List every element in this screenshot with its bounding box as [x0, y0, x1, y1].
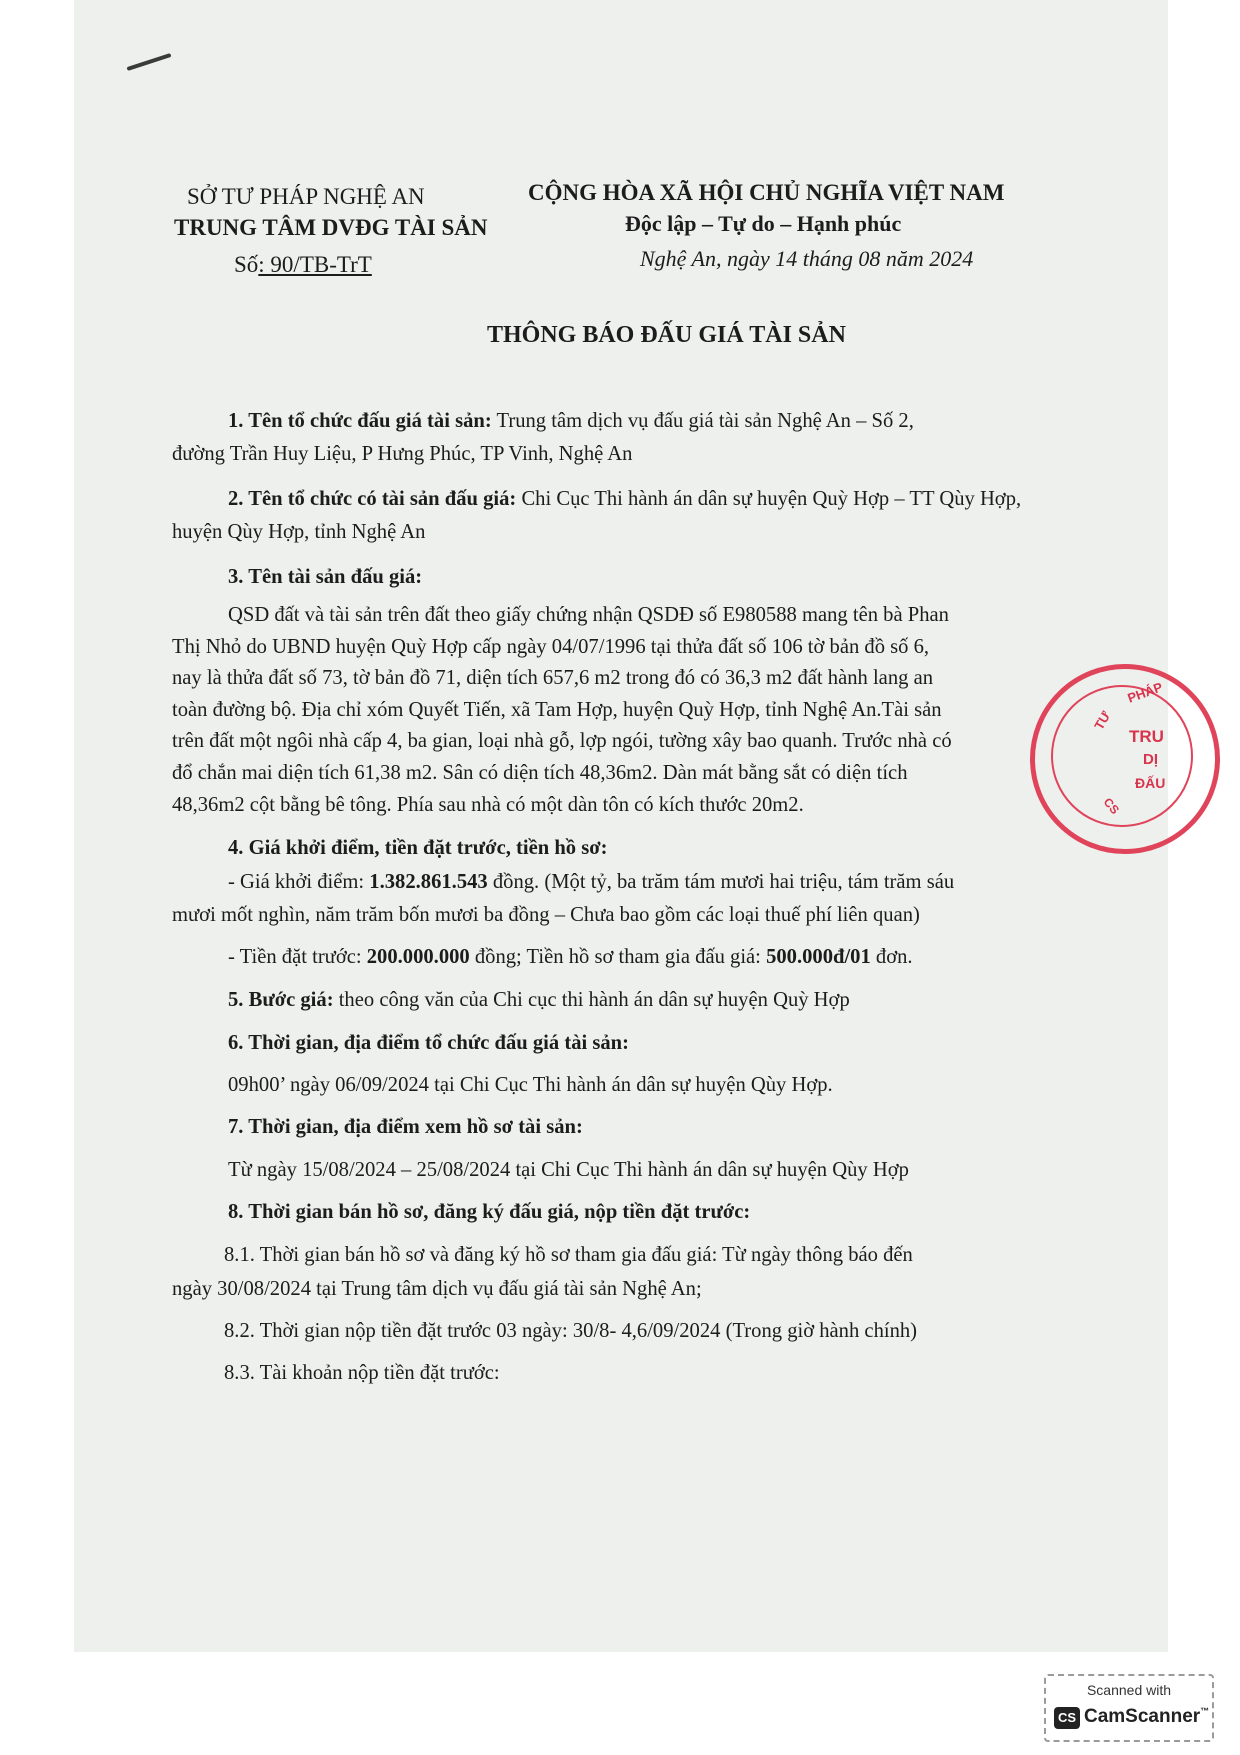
section-3-label: 3. Tên tài sản đấu giá: [228, 566, 423, 588]
section-2-line-2: huyện Qùy Hợp, tỉnh Nghệ An [172, 521, 426, 543]
section-8-2: 8.2. Thời gian nộp tiền đặt trước 03 ngày: 30/8- 4,6/09/2024 (Trong giờ hành chính) [224, 1320, 918, 1342]
deposit-line: - Tiền đặt trước: 200.000.000 đồng; Tiền hồ sơ tham gia đấu giá: 500.000đ/01 đơn. [228, 946, 913, 968]
section-8-1-line-1: 8.1. Thời gian bán hồ sơ và đăng ký hồ sơ tham gia đấu giá: Từ ngày thông báo đến [224, 1244, 913, 1266]
deposit-value: 200.000.000 [366, 946, 470, 968]
section-7-text: Từ ngày 15/08/2024 – 25/08/2024 tại Chi Cục Thi hành án dân sự huyện Qùy Hợp [228, 1159, 909, 1181]
stamp-text-line-3: ĐẤU [1135, 775, 1166, 791]
stamp-text-line-1: TRU [1129, 727, 1164, 746]
starting-price-line: - Giá khởi điểm: 1.382.861.543 đồng. (Một tỷ, ba trăm tám mươi hai triệu, tám trăm sáu [228, 871, 955, 893]
stamp-text-top: PHÁP [1125, 679, 1165, 706]
stamp-inner-ring [1051, 685, 1193, 827]
camscanner-logo-icon: CS [1054, 1707, 1080, 1729]
section-1-line-1 [228, 411, 914, 432]
section-2-label: 2. Tên tổ chức có tài sản đấu giá: [228, 488, 517, 510]
document-title: THÔNG BÁO ĐẤU GIÁ TÀI SẢN [487, 322, 846, 348]
national-title: CỘNG HÒA XÃ HỘI CHỦ NGHĨA VIỆT NAM [528, 180, 1005, 205]
stamp-text-left: TƯ [1091, 708, 1114, 733]
section-1-label: 1. Tên tổ chức đấu giá tài sản: [228, 410, 492, 432]
section-5-line: 5. Bước giá: theo công văn của Chi cục thi hành án dân sự huyện Quỳ Hợp [228, 989, 850, 1011]
fee-value: 500.000đ/01 [766, 946, 871, 968]
section-2-line-1 [228, 489, 1021, 510]
starting-price-words: mươi mốt nghìn, năm trăm bốn mươi ba đồng – Chưa bao gồm các loại thuế phí liên quan) [172, 904, 920, 926]
document-page [74, 0, 1168, 1652]
document-date: Nghệ An, ngày 14 tháng 08 năm 2024 [640, 246, 974, 271]
section-3-line: Thị Nhỏ do UBND huyện Quỳ Hợp cấp ngày 04/07/1996 tại thửa đất số 106 tờ bản đồ số 6, [172, 636, 930, 658]
national-motto: Độc lập – Tự do – Hạnh phúc [625, 211, 902, 236]
section-8-1-line-2: ngày 30/08/2024 tại Trung tâm dịch vụ đấu giá tài sản Nghệ An; [172, 1278, 702, 1300]
section-8-3: 8.3. Tài khoản nộp tiền đặt trước: [224, 1362, 500, 1384]
pen-mark [127, 53, 172, 71]
section-6-text: 09h00’ ngày 06/09/2024 tại Chi Cục Thi hành án dân sự huyện Qùy Hợp. [228, 1074, 833, 1096]
scanned-with-label: Scanned with [1086, 1682, 1172, 1698]
official-stamp [1030, 664, 1220, 854]
camscanner-badge [1044, 1674, 1214, 1742]
section-2-text: Chi Cục Thi hành án dân sự huyện Quỳ Hợp – TT Qùy Hợp, [516, 488, 1022, 510]
camscanner-name: CamScanner™ [1084, 1706, 1210, 1727]
section-3-line: nay là thửa đất số 73, tờ bản đồ 71, diện tích 657,6 m2 trong đó có 36,3 m2 đất hành lang an [172, 667, 934, 689]
section-3-line: trên đất một ngôi nhà cấp 4, ba gian, loại nhà gỗ, lợp ngói, tường xây bao quanh. Trước nhà có [172, 730, 952, 752]
section-3-line: 48,36m2 cột bằng bê tông. Phía sau nhà có một dàn tôn có kích thước 20m2. [172, 794, 804, 816]
document-number [234, 252, 372, 278]
starting-price-value: 1.382.861.543 [369, 871, 488, 893]
section-3-line: toàn đường bộ. Địa chỉ xóm Quyết Tiến, xã Tam Hợp, huyện Quỳ Hợp, tỉnh Nghệ An.Tài sản [172, 699, 942, 721]
section-1-text: Trung tâm dịch vụ đấu giá tài sản Nghệ An – Số 2, [491, 410, 914, 432]
section-8-label: 8. Thời gian bán hồ sơ, đăng ký đấu giá, nộp tiền đặt trước: [228, 1201, 751, 1223]
stamp-text-bottom: CS [1100, 795, 1123, 817]
section-7-label: 7. Thời gian, địa điểm xem hồ sơ tài sản: [228, 1116, 583, 1138]
section-5-label: 5. Bước giá: [228, 989, 334, 1011]
document-number-value: : 90/TB-TrT [258, 252, 372, 277]
center-name: TRUNG TÂM DVĐG TÀI SẢN [174, 215, 488, 240]
section-3-line: QSD đất và tài sản trên đất theo giấy chứng nhận QSDĐ số E980588 mang tên bà Phan [228, 604, 949, 626]
stamp-text-line-2: DỊ [1143, 751, 1158, 768]
section-6-label: 6. Thời gian, địa điểm tổ chức đấu giá tài sản: [228, 1032, 629, 1054]
document-number-prefix: Số [234, 252, 259, 277]
section-1-line-2: đường Trần Huy Liệu, P Hưng Phúc, TP Vinh, Nghệ An [172, 443, 633, 465]
section-3-line: đổ chắn mai diện tích 61,38 m2. Sân có diện tích 48,36m2. Dàn mát bằng sắt có diện tích [172, 762, 908, 784]
section-4-label: 4. Giá khởi điểm, tiền đặt trước, tiền hồ sơ: [228, 837, 608, 859]
agency-name: SỞ TƯ PHÁP NGHỆ AN [187, 184, 425, 209]
